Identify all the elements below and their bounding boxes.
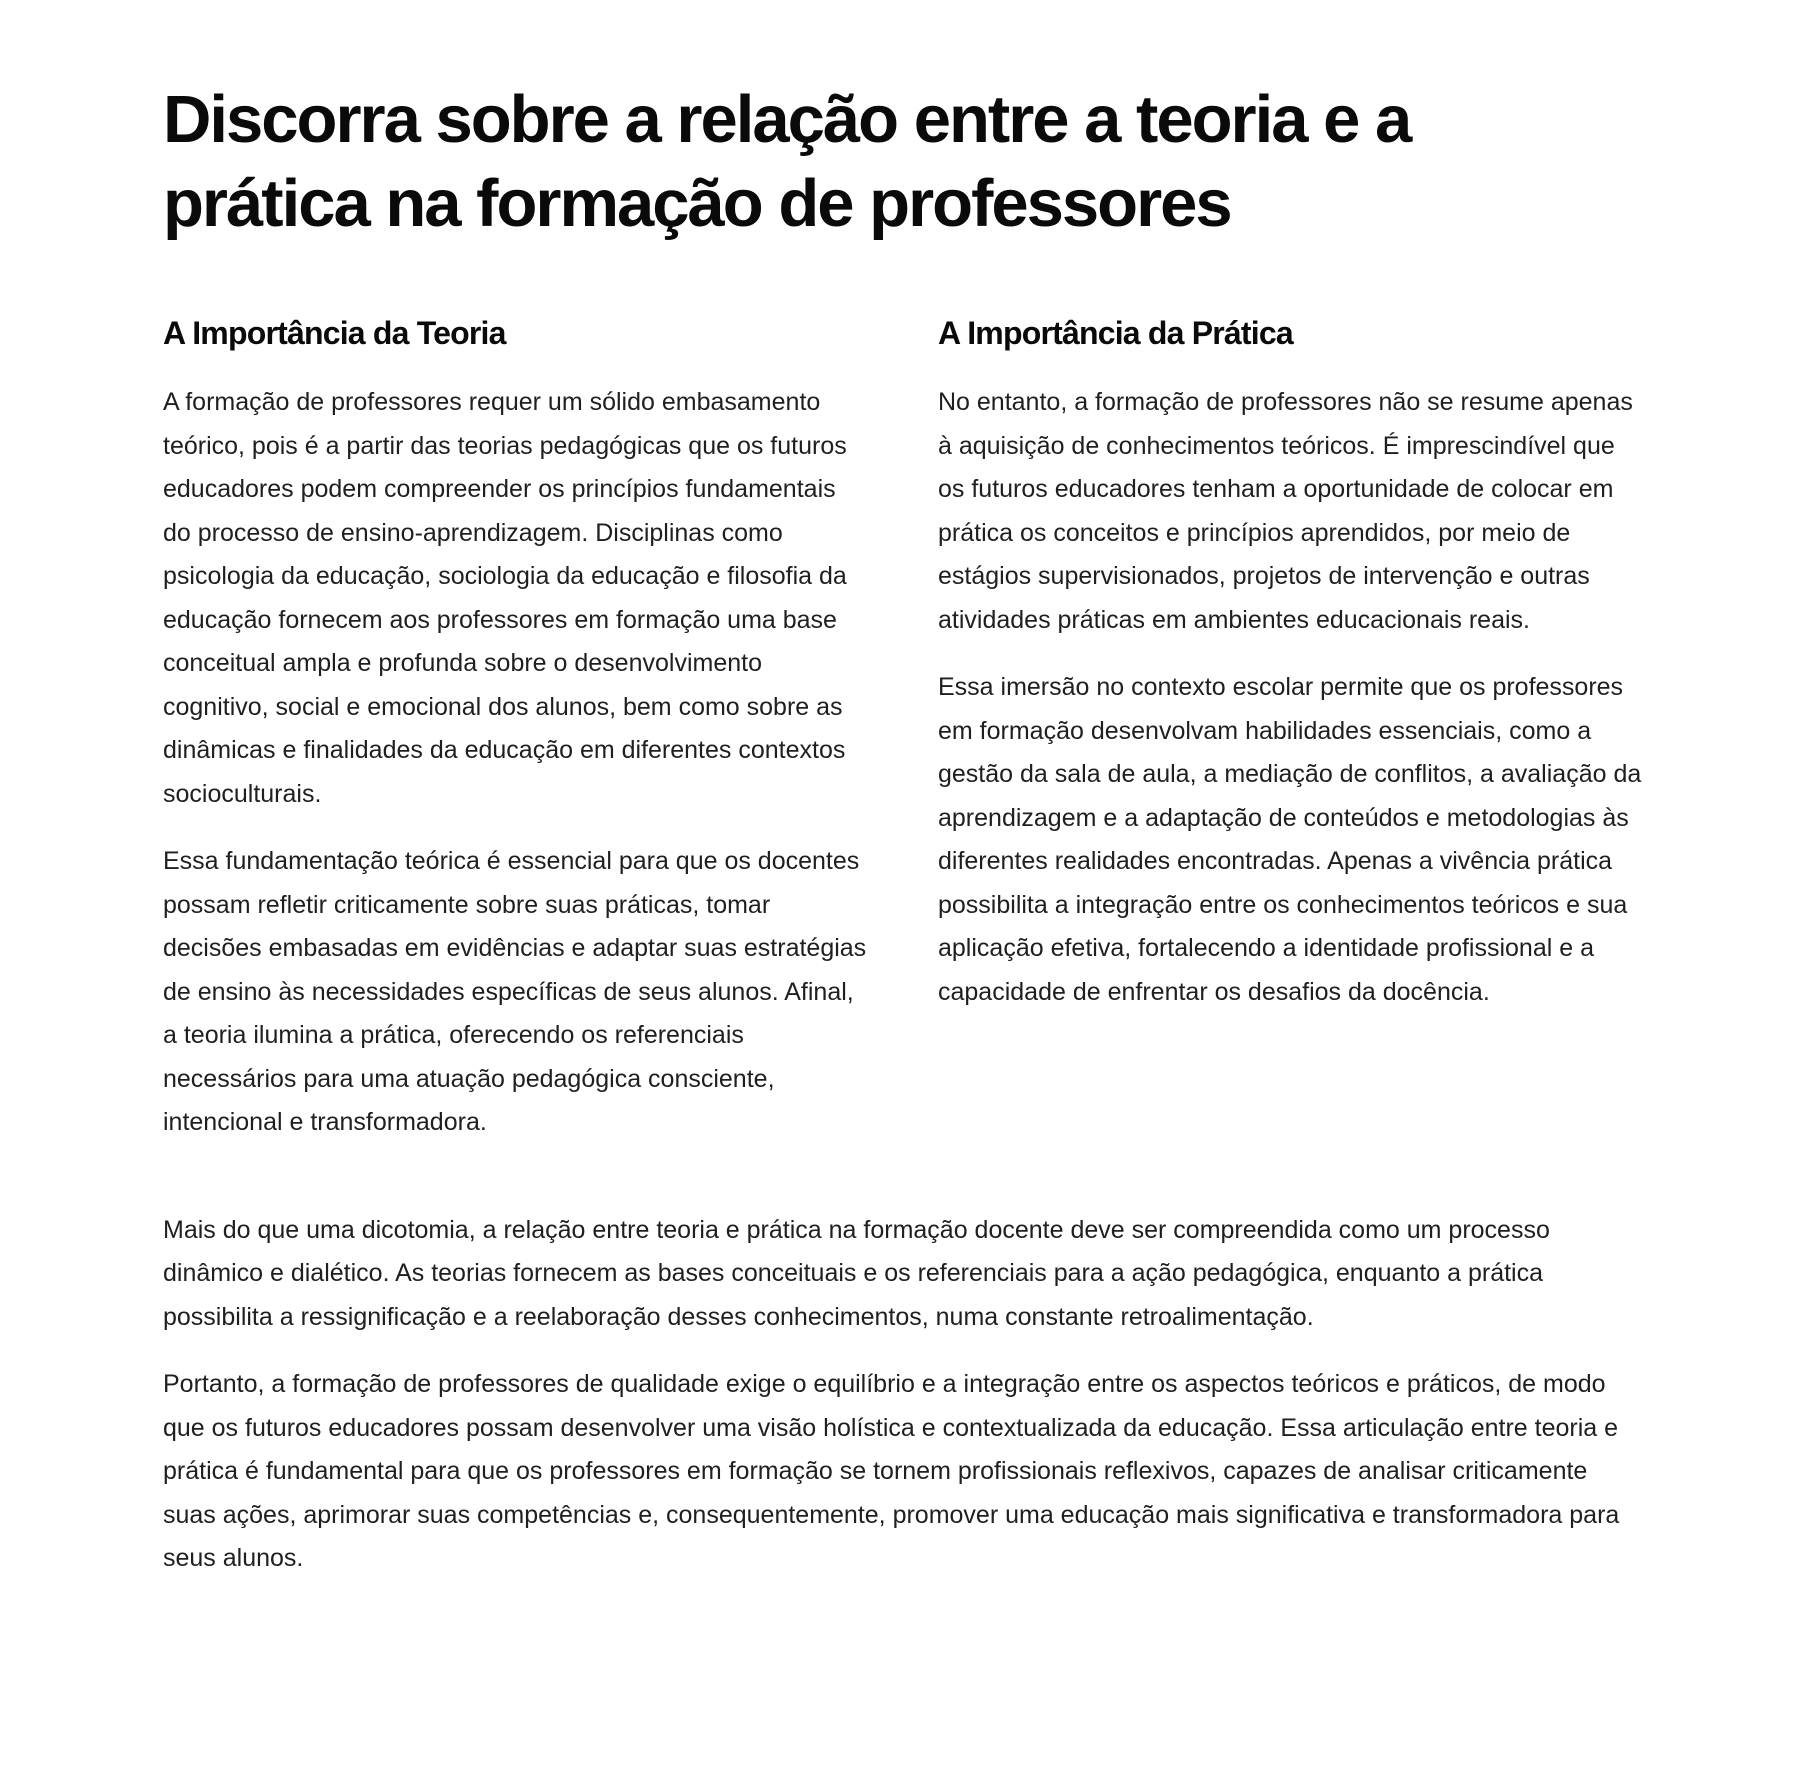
practice-paragraph: Essa imersão no contexto escolar permite que os professores em formação desenvolvam habilidades essenciais, como a gestão da sala de aula, a mediação de conflitos, a avaliação da aprendizagem e a adaptação de conteúdos e metodologias às diferentes realidades encontradas. Apenas a vivência prática possibilita a integração entre os conhecimentos teóricos e sua aplicação efetiva, fortalecendo a identidade profissional e a capacidade de enfrentar os desafios da docência. <box>938 673 1642 1006</box>
document-page <box>163 78 1643 1605</box>
page-title: Discorra sobre a relação entre a teoria e a prática na formação de professores <box>163 82 1411 241</box>
theory-heading: A Importância da Teoria <box>163 315 506 351</box>
theory-paragraph: Essa fundamentação teórica é essencial para que os docentes possam refletir criticamente sobre suas práticas, tomar decisões embasadas em evidências e adaptar suas estratégias de ensino às necessidades específicas de seus alunos. Afinal, a teoria ilumina a prática, oferecendo os referenciais necessários para uma atuação pedagógica consciente, intencional e transformadora. <box>163 847 867 1136</box>
closing-paragraph: Mais do que uma dicotomia, a relação entre teoria e prática na formação docente deve ser compreendida como um processo dinâmico e dialético. As teorias fornecem as bases conceituais e os referenciais para a ação pedagógica, enquanto a prática possibilita a ressignificação e a reelaboração desses conhecimentos, numa constante retroalimentação. <box>163 1215 1550 1331</box>
two-column-section <box>163 312 1643 1169</box>
theory-paragraph: A formação de professores requer um sólido embasamento teórico, pois é a partir das teorias pedagógicas que os futuros educadores podem compreender os princípios fundamentais do processo de ensino-aprendizagem. Disciplinas como psicologia da educação, sociologia da educação e filosofia da educação fornecem aos professores em formação uma base conceitual ampla e profunda sobre o desenvolvimento cognitivo, social e emocional dos alunos, bem como sobre as dinâmicas e finalidades da educação em diferentes contextos socioculturais. <box>163 388 847 808</box>
practice-paragraph: No entanto, a formação de professores não se resume apenas à aquisição de conhecimentos teóricos. É imprescindível que os futuros educadores tenham a oportunidade de colocar em prática os conceitos e princípios aprendidos, por meio de estágios supervisionados, projetos de intervenção e outras atividades práticas em ambientes educacionais reais. <box>938 388 1633 634</box>
theory-column <box>163 312 868 1169</box>
closing-section <box>163 1209 1643 1581</box>
practice-heading: A Importância da Prática <box>938 315 1293 351</box>
closing-paragraph: Portanto, a formação de professores de qualidade exige o equilíbrio e a integração entre os aspectos teóricos e práticos, de modo que os futuros educadores possam desenvolver uma visão holística e contextualizada da educação. Essa articulação entre teoria e prática é fundamental para que os professores em formação se tornem profissionais reflexivos, capazes de analisar criticamente suas ações, aprimorar suas competências e, consequentemente, promover uma educação mais significativa e transformadora para seus alunos. <box>163 1370 1620 1572</box>
practice-column <box>938 312 1643 1169</box>
